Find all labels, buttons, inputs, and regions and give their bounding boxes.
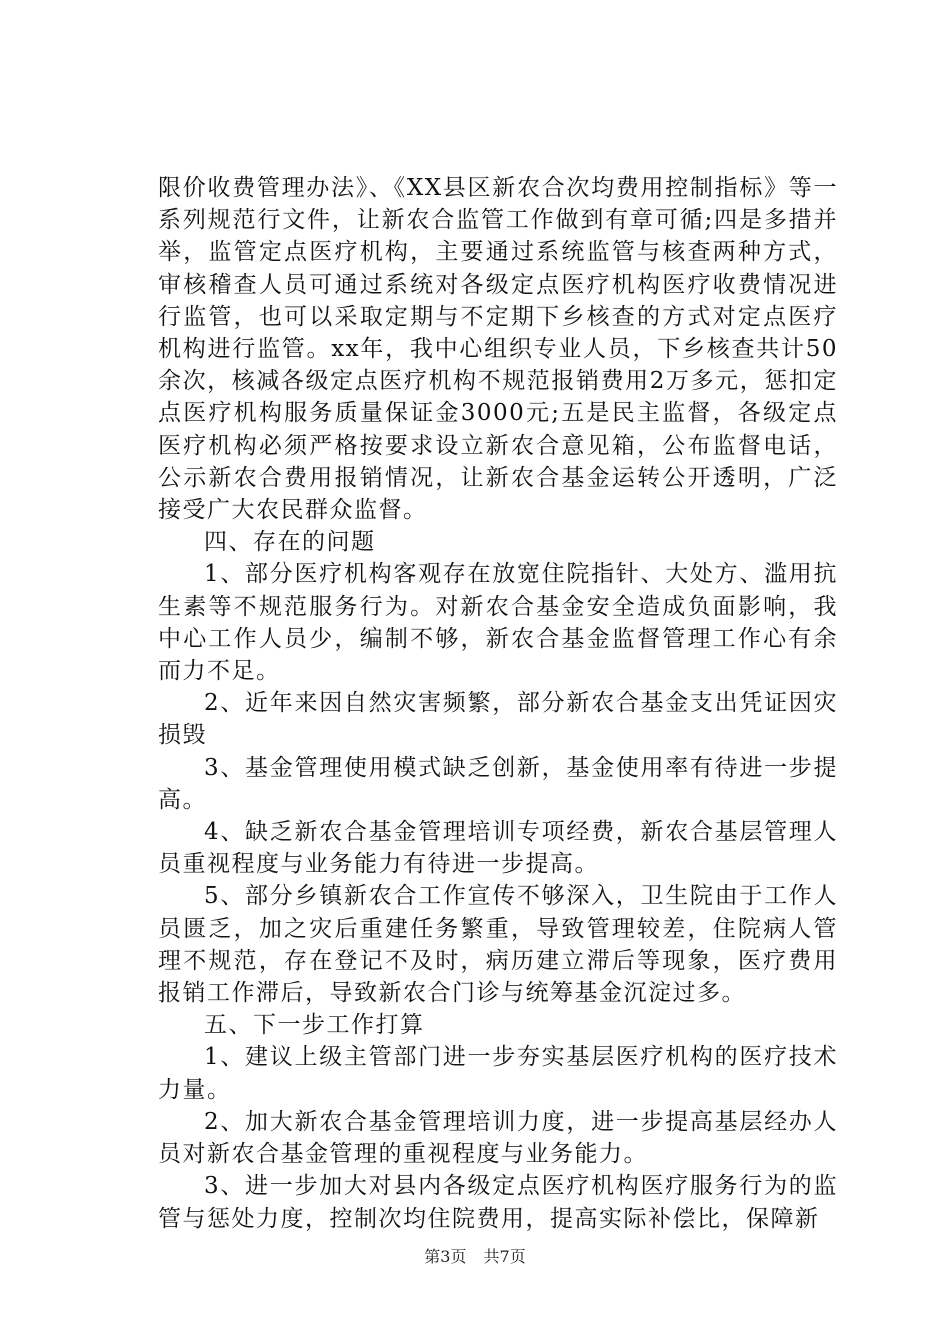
paragraph-problem-4: 4、缺乏新农合基金管理培训专项经费，新农合基层管理人员重视程度与业务能力有待进一步提高。 bbox=[158, 819, 838, 878]
document-body bbox=[158, 172, 838, 1235]
section-heading-next-steps: 五、下一步工作打算 bbox=[204, 1012, 425, 1039]
paragraph-plan-2: 2、加大新农合基金管理培训力度，进一步提高基层经办人员对新农合基金管理的重视程度与业务能力。 bbox=[158, 1108, 838, 1168]
page-number-total: 共7页 bbox=[483, 1247, 526, 1266]
paragraph-problem-3: 3、基金管理使用模式缺乏创新，基金使用率有待进一步提高。 bbox=[158, 754, 838, 813]
paragraph-plan-3: 3、进一步加大对县内各级定点医疗机构医疗服务行为的监管与惩处力度，控制次均住院费用，提高实际补偿比，保障新 bbox=[158, 1173, 838, 1232]
paragraph-continued: 限价收费管理办法》、《XX县区新农合次均费用控制指标》等一系列规范行文件，让新农合监管工作做到有章可循;四是多措并举，监管定点医疗机构，主要通过系统监管与核查两种方式，审核稽查人员可通过系统对各级定点医疗机构医疗收费情况进行监管，也可以采取定期与不定期下乡核查的方式对定点医疗机构进行监管。xx年，我中心组织专业人员，下乡核查共计50余次，核减各级定点医疗机构不规范报销费用2万多元，惩扣定点医疗机构服务质量保证金3000元;五是民主监督，各级定点医疗机构必须严格按要求设立新农合意见箱，公布监督电话，公示新农合费用报销情况，让新农合基金运转公开透明，广泛接受广大农民群众监督。 bbox=[158, 175, 838, 524]
paragraph-plan-1: 1、建议上级主管部门进一步夯实基层医疗机构的医疗技术力量。 bbox=[158, 1044, 838, 1103]
section-heading-problems: 四、存在的问题 bbox=[204, 529, 376, 556]
paragraph-problem-2: 2、近年来因自然灾害频繁，部分新农合基金支出凭证因灾损毁 bbox=[158, 690, 838, 749]
paragraph-problem-1: 1、部分医疗机构客观存在放宽住院指针、大处方、滥用抗生素等不规范服务行为。对新农合基金安全造成负面影响，我中心工作人员少，编制不够，新农合基金监督管理工作心有余而力不足。 bbox=[158, 561, 838, 685]
page-number-current: 第3页 bbox=[424, 1247, 467, 1266]
page-footer bbox=[0, 1244, 950, 1267]
paragraph-problem-5: 5、部分乡镇新农合工作宣传不够深入，卫生院由于工作人员匮乏，加之灾后重建任务繁重，导致管理较差，住院病人管理不规范，存在登记不及时，病历建立滞后等现象，医疗费用报销工作滞后，导致新农合门诊与统筹基金沉淀过多。 bbox=[158, 883, 838, 1007]
